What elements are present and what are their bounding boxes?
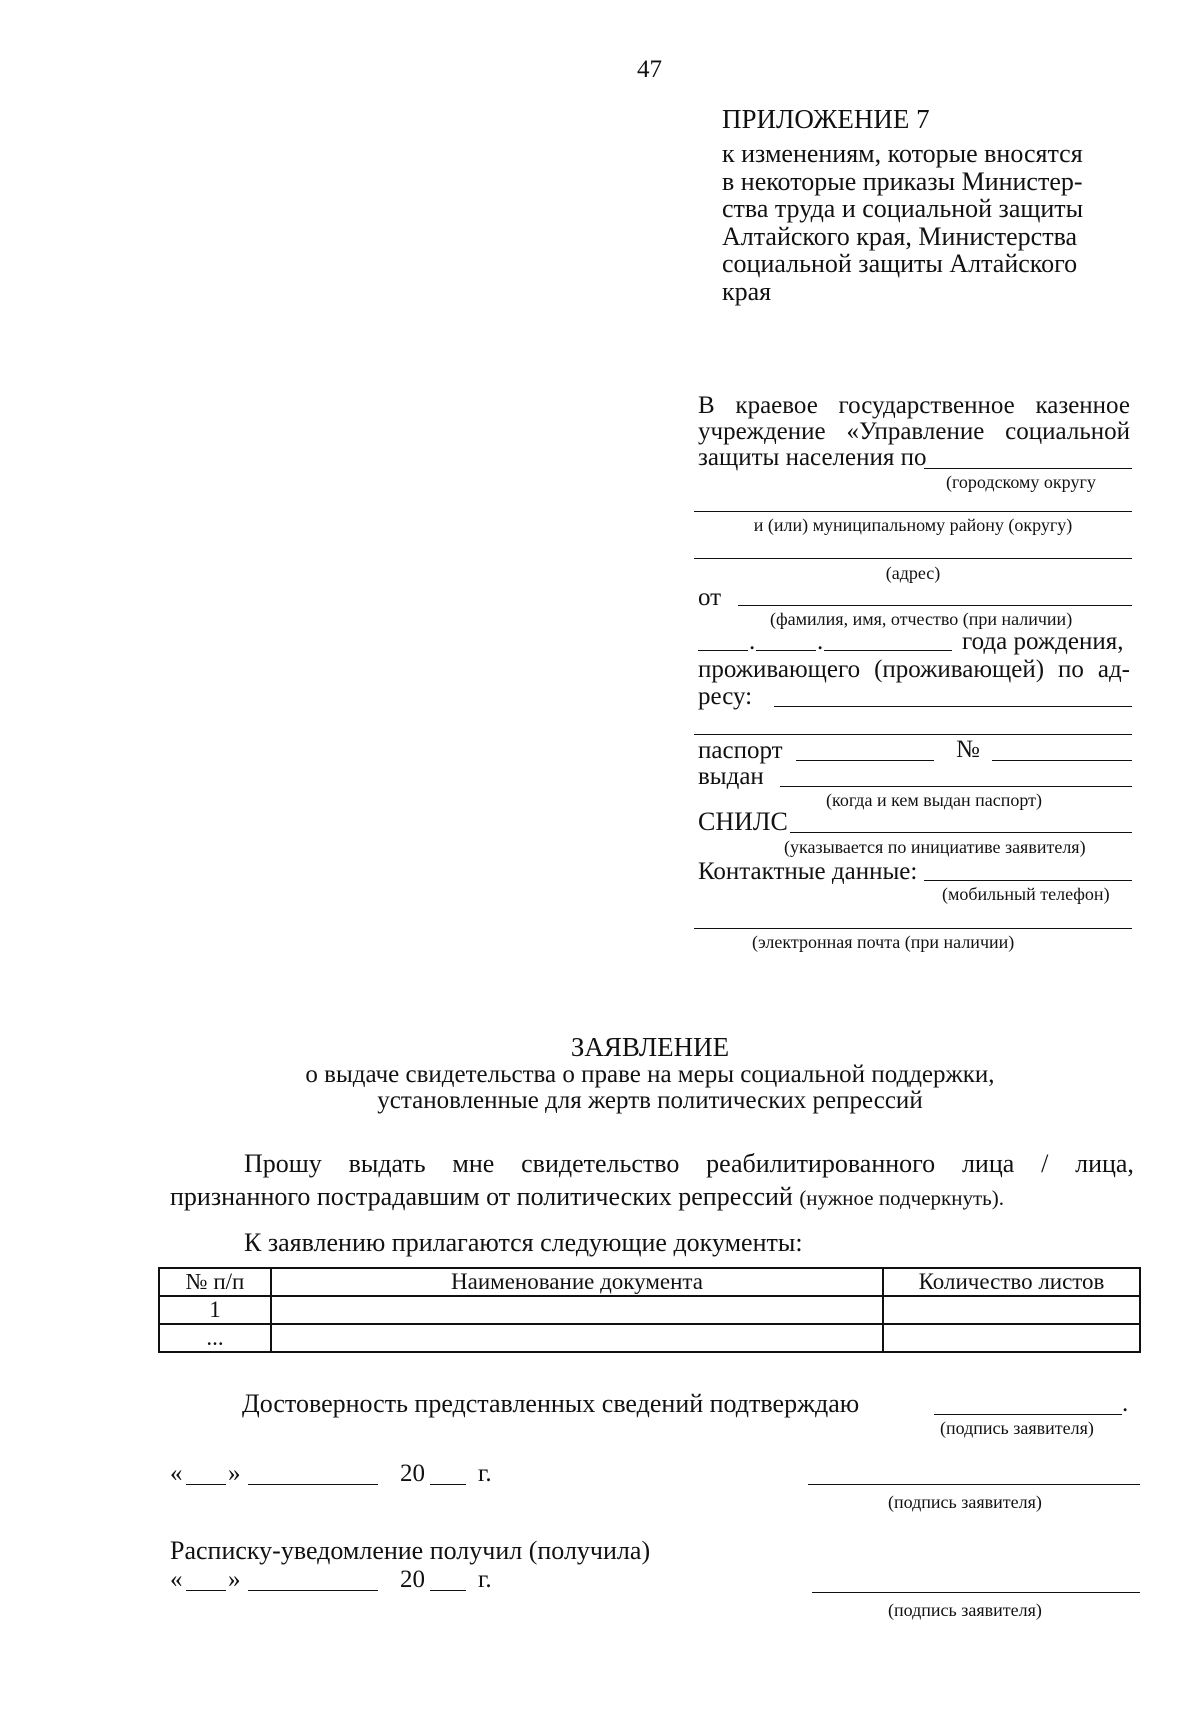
table-cell[interactable] [883,1324,1140,1352]
word: ад- [1097,656,1130,683]
fio-field[interactable] [738,605,1132,606]
hint-snils: (указывается по инициативе заявителя) [784,837,1086,857]
word: проживающего [698,656,861,683]
word: краевое [735,392,818,419]
table-row [159,1324,1140,1352]
signature-field-1[interactable] [808,1484,1140,1485]
word: «Управление [846,418,985,445]
hint-confirm-sign: (подпись заявителя) [940,1418,1094,1438]
from-label: от [698,584,722,611]
hint-address: (адрес) [885,563,941,583]
request-text: признанного пострадавшим от политических репрессий [170,1182,793,1211]
word: (проживающей) [874,656,1045,683]
residing-line [698,656,1130,683]
signature-field-2[interactable] [812,1592,1140,1593]
word: мне [452,1149,495,1178]
phone-field[interactable] [924,880,1132,881]
birth-label: года рождения, [962,628,1124,655]
receipt-year-field[interactable] [430,1590,466,1591]
table-cell[interactable] [271,1324,883,1352]
word: учреждение [698,418,826,445]
documents-table [158,1267,1141,1353]
appendix-line: социальной защиты Алтайского [722,249,1078,278]
email-field[interactable] [694,928,1132,929]
request-note: (нужное подчеркнуть). [799,1186,1004,1210]
quote-open: « [170,1460,183,1487]
addressee-line-1 [698,392,1130,419]
appendix-line: в некоторые приказы Министер- [722,166,1083,196]
word: государственное [838,392,1015,419]
district-field[interactable] [924,468,1132,469]
attach-intro: К заявлению прилагаются следующие документы: [244,1228,803,1257]
addressee-line-3: защиты населения по [698,444,927,471]
century: 20 [400,1460,425,1487]
district-field-2[interactable] [694,511,1132,512]
table-cell[interactable] [883,1296,1140,1324]
hint-email: (электронная почта (при наличии) [752,932,1015,952]
header-cell: Наименование документа [271,1268,883,1296]
hint-district: и (или) муниципальному району (округу) [753,515,1073,535]
issued-label: выдан [698,763,764,790]
header-cell: Количество листов [883,1268,1140,1296]
word: / [1041,1149,1049,1178]
quote-close: » [228,1460,241,1487]
appendix-line: к изменениям, которые вносятся [722,139,1083,168]
hint-signature-1: (подпись заявителя) [888,1492,1042,1512]
century: 20 [400,1566,425,1593]
date-year-field[interactable] [430,1484,466,1485]
birth-month-field[interactable] [756,650,816,651]
table-header-row [159,1268,1140,1296]
addressee-line-2 [698,418,1130,445]
appendix-text [722,140,1083,305]
word: социальной [1005,418,1130,445]
table-cell[interactable] [271,1296,883,1324]
hint-signature-2: (подпись заявителя) [888,1600,1042,1620]
statement-subtitle-1: о выдаче свидетельства о праве на меры социальной поддержки, [305,1061,995,1088]
confirm-sign-field[interactable] [934,1414,1122,1415]
residing-end: ресу: [698,683,753,710]
passport-label: паспорт [698,737,783,764]
receipt-text: Расписку-уведомление получил (получила) [170,1536,651,1565]
address-field[interactable] [694,558,1132,559]
appendix-line: края [722,276,772,306]
date-month-field[interactable] [248,1484,378,1485]
year-suffix: г. [478,1460,492,1487]
table-cell: ... [159,1324,271,1352]
word: выдать [348,1149,426,1178]
word: лица, [1075,1149,1134,1178]
word: по [1058,656,1084,683]
birth-year-field[interactable] [824,650,952,651]
issued-field[interactable] [780,786,1132,787]
quote-close: » [228,1566,241,1593]
receipt-month-field[interactable] [248,1590,378,1591]
year-suffix: г. [478,1566,492,1593]
appendix-line: Алтайского края, Министерства [722,221,1078,251]
passport-number-field[interactable] [992,760,1132,761]
hint-city: (городскому округу [946,472,1096,492]
word: казенное [1035,392,1130,419]
word: реабилитированного [706,1149,936,1178]
word: лица [961,1149,1015,1178]
hint-fio: (фамилия, имя, отчество (при наличии) [770,609,1073,629]
request-line-1 [244,1150,1134,1178]
birth-day-field[interactable] [698,650,748,651]
residence-field-2[interactable] [694,734,1132,735]
word: В [698,392,715,419]
header-cell: № п/п [159,1268,271,1296]
page-number: 47 [637,56,662,83]
snils-field[interactable] [790,832,1132,833]
hint-phone: (мобильный телефон) [942,884,1110,904]
request-line-2 [170,1183,1004,1212]
table-row [159,1296,1140,1324]
hint-issued: (когда и кем выдан паспорт) [826,790,1043,810]
quote-open: « [170,1566,183,1593]
word: Прошу [244,1149,322,1178]
date-day-field[interactable] [186,1484,226,1485]
passport-series-field[interactable] [796,760,934,761]
receipt-day-field[interactable] [186,1590,226,1591]
contacts-label: Контактные данные: [698,858,918,885]
statement-title: ЗАЯВЛЕНИЕ [570,1032,730,1062]
word: свидетельство [521,1149,680,1178]
confirm-period: . [1122,1390,1129,1417]
residence-field[interactable] [774,706,1132,707]
snils-label: СНИЛС [698,807,788,836]
table-cell: 1 [159,1296,271,1324]
appendix-line: ства труда и социальной защиты [722,194,1084,223]
confirm-text: Достоверность представленных сведений подтверждаю [242,1389,860,1418]
number-label: № [956,736,980,763]
statement-subtitle-2: установленные для жертв политических репрессий [377,1087,923,1114]
appendix-title: ПРИЛОЖЕНИЕ 7 [722,104,930,134]
